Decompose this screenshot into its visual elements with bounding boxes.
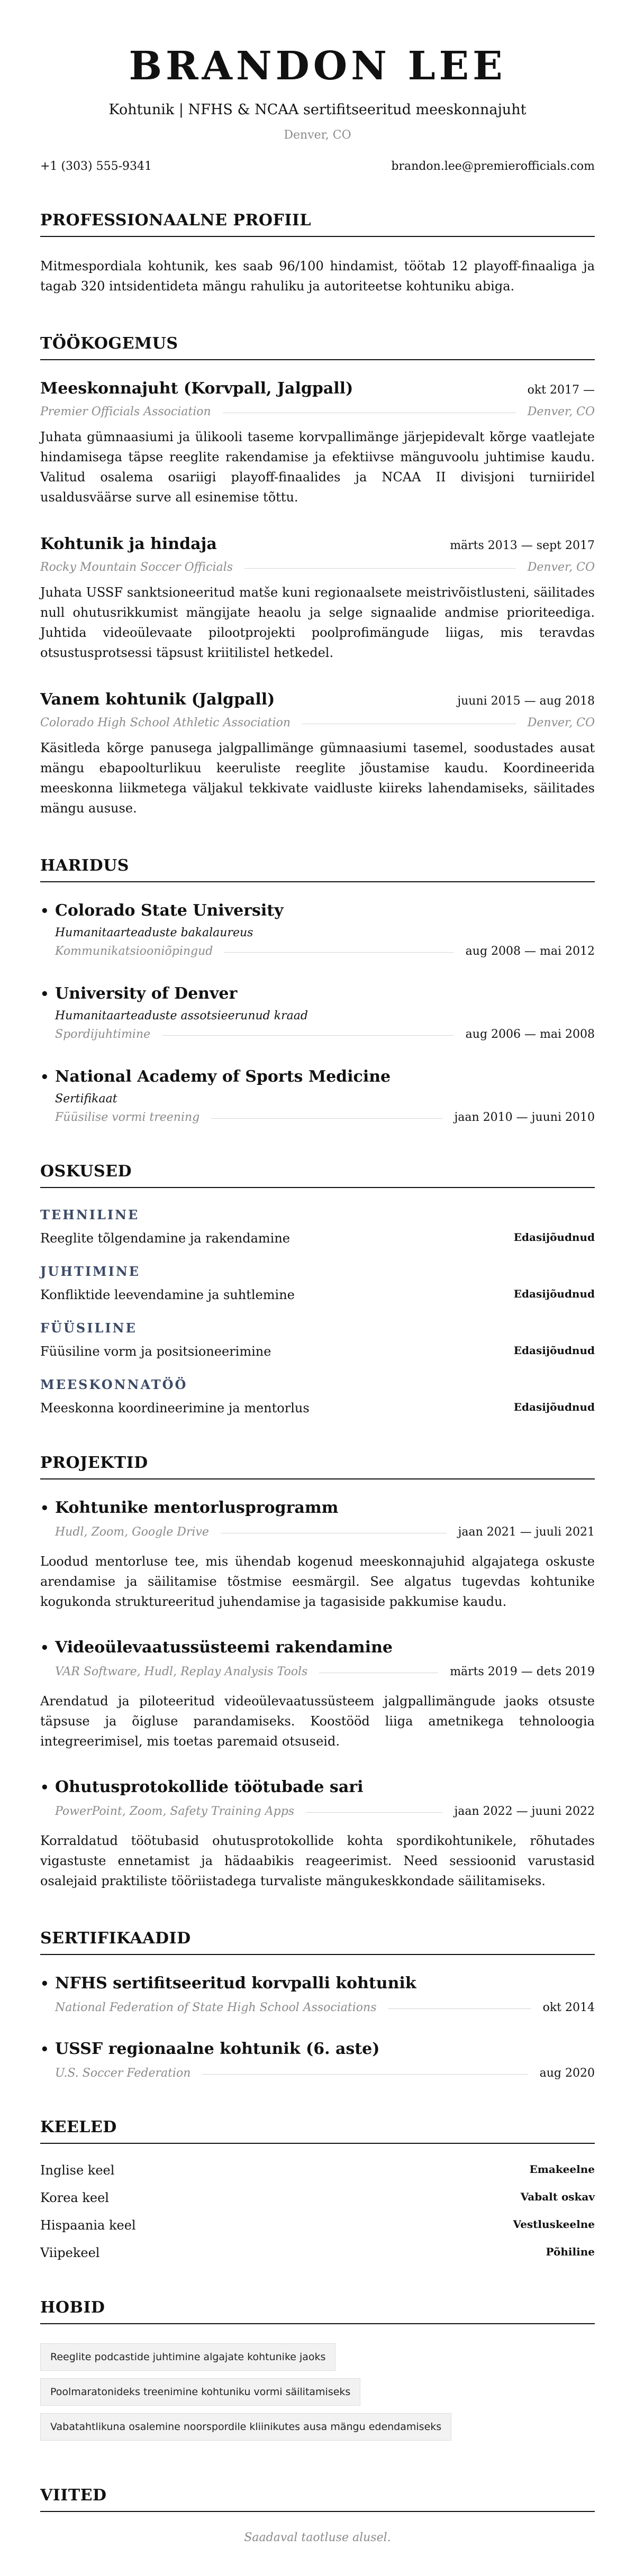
language-row xyxy=(40,2163,595,2178)
leader-line xyxy=(244,568,516,569)
education-entry xyxy=(40,984,595,1041)
certification-date: okt 2014 xyxy=(542,2001,595,2014)
field-of-study: Kommunikatsiooniõpingud xyxy=(55,945,213,958)
candidate-headline: Kohtunik | NFHS & NCAA sertifitseeritud meeskonnajuht xyxy=(108,102,527,118)
certification-name: NFHS sertifitseeritud korvpalli kohtunik xyxy=(55,1974,416,1993)
languages-section xyxy=(40,2118,595,2260)
certification-issuer: U.S. Soccer Federation xyxy=(55,2067,191,2080)
language-level: Vabalt oskav xyxy=(520,2190,595,2203)
education-date: aug 2006 — mai 2008 xyxy=(465,1028,595,1041)
candidate-name: BRANDON LEE xyxy=(129,43,506,89)
job-date: märts 2013 — sept 2017 xyxy=(450,539,595,552)
language-row xyxy=(40,2190,595,2205)
skill-category: FÜÜSILINE xyxy=(40,1320,137,1336)
leader-line xyxy=(162,1035,453,1036)
language-name: Inglise keel xyxy=(40,2163,115,2178)
certification-entry xyxy=(40,1974,595,2014)
candidate-location: Denver, CO xyxy=(284,129,351,142)
skill-group xyxy=(40,1207,595,1246)
project-description: Loodud mentorluse tee, mis ühendab kogenud meeskonnajuhid algajatega oskuste arendamise ja säilitamise tõstmise eesmärgil. See algatus tugevdas kohtunike kogukonda struktureeritud juhendamise ja tagasiside pakkumise kaudu. xyxy=(40,1554,595,1609)
project-date: jaan 2022 — juuni 2022 xyxy=(454,1805,595,1818)
skill-level: Edasijõudnud xyxy=(513,1287,595,1300)
language-level: Vestluskeelne xyxy=(513,2218,595,2231)
skill-name: Reeglite tõlgendamine ja rakendamine xyxy=(40,1231,290,1246)
employer: Premier Officials Association xyxy=(40,405,211,418)
section-title: SERTIFIKAADID xyxy=(40,1929,595,1955)
bullet-icon: • xyxy=(40,2042,49,2058)
section-title: VIITED xyxy=(40,2486,595,2512)
profile-section xyxy=(40,211,595,296)
resume-header xyxy=(40,44,595,173)
skill-name: Konfliktide leevendamine ja suhtlemine xyxy=(40,1287,295,1302)
job-description: Juhata gümnaasiumi ja ülikooli taseme korvpallimänge järjepidevalt kõrge vaatlejate hindamisega täpse reeglite rakendamise ja efektiivse mänguvoolu juhtimise kaudu. Valitud osalema osariigi playoff-finaalides ja NCAA II divisjoni turniiridel usaldusväärse surve all esinemise tõttu. xyxy=(40,430,595,505)
job-title: Meeskonnajuht (Korvpall, Jalgpall) xyxy=(40,379,353,398)
section-title: HARIDUS xyxy=(40,856,595,882)
project-description: Arendatud ja piloteeritud videoülevaatussüsteem jalgpallimängude jaoks otsuste täpsuse ja õigluse parandamiseks. Koostööd liiga ametnikega tehnoloogia integreerimisel, mis toetas paremaid otsuseid. xyxy=(40,1694,595,1749)
job-date: okt 2017 — xyxy=(527,383,595,397)
language-name: Korea keel xyxy=(40,2190,109,2205)
skills-section xyxy=(40,1162,595,1415)
language-row xyxy=(40,2245,595,2260)
section-title: OSKUSED xyxy=(40,1162,595,1188)
hobbies-section xyxy=(40,2298,595,2448)
project-description: Korraldatud töötubasid ohutusprotokollide kohta spordikohtunikele, rõhutades vigastuste ennetamist ja hädaabikis reageerimist. Need sessioonid varustasid osalejaid praktiliste tööriistadega turvaliste mängukeskkondade säilitamiseks. xyxy=(40,1833,595,1888)
school-name: Colorado State University xyxy=(55,901,284,920)
degree: Humanitaarteaduste assotsieerunud kraad xyxy=(55,1009,308,1022)
hobby-tag: Vabatahtlikuna osalemine noorspordile kliinikutes ausa mängu edendamiseks xyxy=(40,2413,451,2441)
bullet-icon: • xyxy=(40,986,49,1002)
bullet-icon: • xyxy=(40,1070,49,1085)
project-entry xyxy=(40,1638,595,1751)
leader-line xyxy=(388,2008,531,2009)
experience-entry xyxy=(40,379,595,507)
language-name: Hispaania keel xyxy=(40,2218,136,2233)
project-name: Kohtunike mentorlusprogramm xyxy=(55,1499,339,1517)
project-tools: VAR Software, Hudl, Replay Analysis Tools xyxy=(55,1665,308,1678)
language-row xyxy=(40,2218,595,2233)
employer: Rocky Mountain Soccer Officials xyxy=(40,561,233,574)
experience-entry xyxy=(40,535,595,663)
certification-entry xyxy=(40,2040,595,2080)
education-date: jaan 2010 — juuni 2010 xyxy=(454,1111,595,1124)
leader-line xyxy=(306,1812,442,1813)
bullet-icon: • xyxy=(40,1640,49,1656)
leader-line xyxy=(224,952,453,953)
skill-group xyxy=(40,1264,595,1302)
skill-name: Füüsiline vorm ja positsioneerimine xyxy=(40,1344,271,1359)
project-date: jaan 2021 — juuli 2021 xyxy=(458,1525,595,1539)
hobby-tag: Poolmaratonideks treenimine kohtuniku vormi säilitamiseks xyxy=(40,2378,360,2406)
experience-entry xyxy=(40,690,595,818)
profile-text: Mitmespordiala kohtunik, kes saab 96/100 hindamist, töötab 12 playoff-finaaliga ja tagab 320 intsidentideta mängu rahuliku ja autoriteetse kohtuniku abiga. xyxy=(40,259,595,294)
skill-category: MEESKONNATÖÖ xyxy=(40,1377,188,1392)
references-text: Saadaval taotluse alusel. xyxy=(244,2531,391,2544)
skill-level: Edasijõudnud xyxy=(513,1231,595,1244)
project-name: Ohutusprotokollide töötubade sari xyxy=(55,1778,364,1796)
project-entry xyxy=(40,1778,595,1891)
skill-category: TEHNILINE xyxy=(40,1207,140,1222)
field-of-study: Spordijuhtimine xyxy=(55,1028,151,1041)
section-title: PROFESSIONAALNE PROFIIL xyxy=(40,211,595,237)
job-description: Käsitleda kõrge panusega jalgpallimänge gümnaasiumi tasemel, soodustades ausat mängu ebapoolturlikuu keeruliste reeglite jõustamise kaudu. Koordineerida meeskonna liikmetega väljakul tekkivate vaidluste kiireks lahendamiseks, säilitades mängu aususe. xyxy=(40,741,595,816)
education-entry xyxy=(40,901,595,958)
school-name: University of Denver xyxy=(55,984,238,1003)
project-tools: Hudl, Zoom, Google Drive xyxy=(55,1525,209,1539)
email-address: brandon.lee@premierofficials.com xyxy=(391,160,595,173)
projects-section xyxy=(40,1454,595,1891)
bullet-icon: • xyxy=(40,1780,49,1796)
field-of-study: Füüsilise vormi treening xyxy=(55,1111,200,1124)
skill-group xyxy=(40,1377,595,1415)
employer: Colorado High School Athletic Association xyxy=(40,716,291,729)
references-section xyxy=(40,2486,595,2544)
project-name: Videoülevaatussüsteemi rakendamine xyxy=(55,1638,393,1657)
section-title: TÖÖKOGEMUS xyxy=(40,334,595,360)
skill-group xyxy=(40,1320,595,1359)
job-date: juuni 2015 — aug 2018 xyxy=(457,695,595,708)
bullet-icon: • xyxy=(40,1976,49,1992)
skill-name: Meeskonna koordineerimine ja mentorlus xyxy=(40,1401,310,1415)
section-title: PROJEKTID xyxy=(40,1454,595,1479)
certification-name: USSF regionaalne kohtunik (6. aste) xyxy=(55,2040,380,2058)
certification-date: aug 2020 xyxy=(539,2067,595,2080)
experience-section xyxy=(40,334,595,818)
hobby-tag: Reeglite podcastide juhtimine algajate kohtunike jaoks xyxy=(40,2343,335,2371)
project-entry xyxy=(40,1499,595,1612)
section-title: HOBID xyxy=(40,2298,595,2324)
skill-category: JUHTIMINE xyxy=(40,1264,141,1279)
job-location: Denver, CO xyxy=(527,405,595,418)
school-name: National Academy of Sports Medicine xyxy=(55,1067,391,1086)
education-section xyxy=(40,856,595,1124)
contact-row xyxy=(40,160,595,173)
language-level: Põhiline xyxy=(546,2245,595,2258)
bullet-icon: • xyxy=(40,1501,49,1517)
job-title: Kohtunik ja hindaja xyxy=(40,535,217,553)
degree: Humanitaarteaduste bakalaureus xyxy=(55,926,253,939)
leader-line xyxy=(211,1118,442,1119)
job-title: Vanem kohtunik (Jalgpall) xyxy=(40,690,275,709)
phone-number: +1 (303) 555-9341 xyxy=(40,160,152,173)
leader-line xyxy=(202,2074,528,2075)
section-title: KEELED xyxy=(40,2118,595,2144)
certification-issuer: National Federation of State High School Associations xyxy=(55,2001,377,2014)
education-entry xyxy=(40,1067,595,1124)
skill-level: Edasijõudnud xyxy=(513,1344,595,1357)
project-tools: PowerPoint, Zoom, Safety Training Apps xyxy=(55,1805,295,1818)
job-location: Denver, CO xyxy=(527,716,595,729)
job-location: Denver, CO xyxy=(527,561,595,574)
job-description: Juhata USSF sanktsioneeritud matše kuni regionaalsete meistrivõistlusteni, säilitades null ohutusrikkumist mängijate heaolu ja selge signaalide andmise prioriteediga. Juhtida videoülevaate pilootprojekti poolprofimängude liigas, mis teravdas otsustusprotsessi täpsust kriitilistel hetkedel. xyxy=(40,585,595,660)
language-level: Emakeelne xyxy=(529,2163,595,2176)
education-date: aug 2008 — mai 2012 xyxy=(465,945,595,958)
language-name: Viipekeel xyxy=(40,2245,100,2260)
bullet-icon: • xyxy=(40,903,49,919)
project-date: märts 2019 — dets 2019 xyxy=(450,1665,595,1678)
degree: Sertifikaat xyxy=(55,1092,117,1106)
certifications-section xyxy=(40,1929,595,2080)
skill-level: Edasijõudnud xyxy=(513,1401,595,1413)
